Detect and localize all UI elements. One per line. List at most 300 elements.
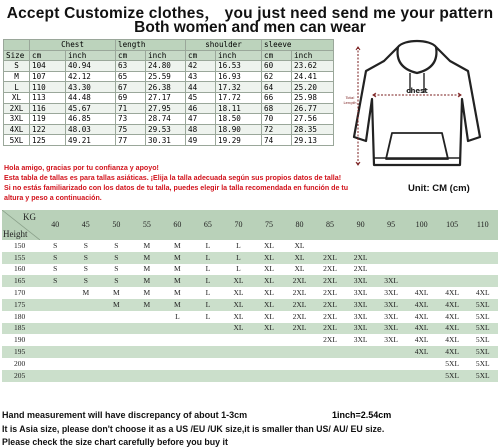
recommended-size-cell: XL: [254, 299, 285, 311]
size-measurement-table: [3, 39, 334, 146]
size-table-header-8: inch: [292, 50, 334, 61]
recommended-size-cell: [376, 252, 407, 264]
recommended-size-cell: [437, 275, 468, 287]
height-cell: 190: [2, 334, 40, 346]
recommended-size-cell: 4XL: [406, 287, 437, 299]
measure-cell: 46: [186, 103, 216, 114]
measure-cell: 75: [116, 124, 146, 135]
recommended-size-cell: 4XL: [467, 287, 498, 299]
size-table-header-4: inch: [146, 50, 186, 61]
recommended-size-cell: [345, 240, 376, 252]
recommended-size-cell: XL: [223, 311, 254, 323]
recommended-size-cell: [376, 240, 407, 252]
recommended-size-cell: 2XL: [284, 311, 315, 323]
recommended-size-cell: L: [193, 252, 224, 264]
recommended-size-cell: [467, 275, 498, 287]
recommended-size-cell: L: [193, 299, 224, 311]
recommended-size-cell: 4XL: [406, 311, 437, 323]
measure-cell: 69: [116, 92, 146, 103]
recommended-size-cell: [376, 264, 407, 276]
headline-line-2: Both women and men can wear: [134, 19, 366, 36]
recommended-size-cell: [132, 370, 163, 382]
weight-header-cell: 85: [315, 210, 346, 240]
recommended-size-cell: [223, 346, 254, 358]
recommended-size-cell: S: [71, 240, 102, 252]
measure-cell: 46.85: [66, 114, 116, 125]
recommended-size-cell: [40, 346, 71, 358]
measure-cell: 64: [262, 82, 292, 93]
height-cell: 200: [2, 358, 40, 370]
recommended-size-cell: M: [132, 264, 163, 276]
measure-cell: 28.35: [292, 124, 334, 135]
recommended-size-cell: [193, 358, 224, 370]
recommended-size-cell: L: [193, 240, 224, 252]
recommended-size-cell: [162, 370, 193, 382]
weight-header-cell: 60: [162, 210, 193, 240]
recommended-size-cell: 4XL: [437, 334, 468, 346]
recommended-size-cell: 5XL: [467, 334, 498, 346]
recommended-size-cell: 2XL: [315, 252, 346, 264]
recommended-size-cell: [406, 240, 437, 252]
table-row: [4, 82, 334, 93]
recommended-size-cell: S: [101, 252, 132, 264]
recommended-size-cell: [437, 240, 468, 252]
recommended-size-cell: [71, 346, 102, 358]
recommended-size-cell: M: [132, 252, 163, 264]
measure-cell: 65: [116, 71, 146, 82]
recommended-size-cell: 4XL: [437, 346, 468, 358]
recommended-size-cell: [162, 358, 193, 370]
table-row: [4, 103, 334, 114]
measure-cell: 43.30: [66, 82, 116, 93]
recommended-size-cell: S: [101, 240, 132, 252]
measure-cell: 25.20: [292, 82, 334, 93]
recommended-size-cell: [254, 358, 285, 370]
recommended-size-cell: M: [132, 240, 163, 252]
recommended-size-cell: M: [162, 287, 193, 299]
height-cell: 160: [2, 264, 40, 276]
recommended-size-cell: S: [71, 252, 102, 264]
size-table-header-7: cm: [262, 50, 292, 61]
recommended-size-cell: 2XL: [315, 311, 346, 323]
height-label: Height: [3, 229, 28, 239]
recommended-size-cell: [132, 311, 163, 323]
recommended-size-cell: 5XL: [437, 370, 468, 382]
recommended-size-cell: [71, 299, 102, 311]
recommended-size-cell: L: [193, 287, 224, 299]
measure-cell: 18.50: [216, 114, 262, 125]
weight-header-cell: 90: [345, 210, 376, 240]
measure-cell: 25.59: [146, 71, 186, 82]
recommended-size-cell: 4XL: [406, 346, 437, 358]
recommended-size-cell: [406, 370, 437, 382]
recommended-size-cell: [437, 264, 468, 276]
measure-cell: 107: [30, 71, 66, 82]
measure-cell: 116: [30, 103, 66, 114]
recommended-size-cell: 5XL: [437, 358, 468, 370]
recommended-size-cell: [376, 358, 407, 370]
measure-cell: 62: [262, 71, 292, 82]
recommended-size-cell: 2XL: [315, 299, 346, 311]
measure-cell: 18.11: [216, 103, 262, 114]
weight-header-cell: 110: [467, 210, 498, 240]
recommended-size-cell: [223, 358, 254, 370]
recommended-size-cell: L: [223, 240, 254, 252]
size-cell: M: [4, 71, 30, 82]
recommended-size-cell: L: [162, 311, 193, 323]
table-row: [2, 358, 498, 370]
measure-cell: 42.12: [66, 71, 116, 82]
group-sleeve: sleeve: [262, 40, 334, 51]
measure-cell: 26.77: [292, 103, 334, 114]
recommended-size-cell: [132, 323, 163, 335]
weight-header-cell: 100: [406, 210, 437, 240]
recommended-size-cell: 4XL: [406, 299, 437, 311]
weight-header-cell: 75: [254, 210, 285, 240]
recommended-size-cell: [101, 334, 132, 346]
recommended-size-cell: [40, 358, 71, 370]
size-cell: XL: [4, 92, 30, 103]
recommended-size-cell: XL: [223, 275, 254, 287]
recommended-size-cell: 3XL: [376, 323, 407, 335]
height-cell: 150: [2, 240, 40, 252]
measure-cell: 27.56: [292, 114, 334, 125]
recommended-size-cell: S: [101, 275, 132, 287]
recommended-size-cell: 2XL: [315, 264, 346, 276]
size-cell: L: [4, 82, 30, 93]
measure-cell: 19.29: [216, 135, 262, 146]
measure-cell: 43: [186, 71, 216, 82]
height-cell: 180: [2, 311, 40, 323]
recommended-size-cell: 5XL: [467, 370, 498, 382]
recommended-size-cell: [315, 240, 346, 252]
table-row: [2, 252, 498, 264]
recommended-size-cell: XL: [284, 240, 315, 252]
measure-cell: 26.38: [146, 82, 186, 93]
recommended-size-cell: 4XL: [406, 334, 437, 346]
size-cell: S: [4, 61, 30, 72]
measure-cell: 110: [30, 82, 66, 93]
table-row: [2, 334, 498, 346]
measure-cell: 72: [262, 124, 292, 135]
recommended-size-cell: [254, 334, 285, 346]
footer-asia-size-note: It is Asia size, please don't choose it as a US /EU /UK size,it is smaller than US/ AU/ EU size.: [2, 424, 385, 434]
measure-cell: 119: [30, 114, 66, 125]
size-cell: 5XL: [4, 135, 30, 146]
recommended-size-cell: 4XL: [437, 311, 468, 323]
measure-cell: 67: [116, 82, 146, 93]
measure-cell: 73: [116, 114, 146, 125]
recommended-size-cell: M: [132, 287, 163, 299]
table-row: [4, 92, 334, 103]
total-length-label-2: Length: [343, 100, 357, 105]
recommended-size-cell: 4XL: [437, 287, 468, 299]
measure-cell: 44: [186, 82, 216, 93]
table-row: [4, 135, 334, 146]
recommended-size-cell: XL: [254, 287, 285, 299]
recommended-size-cell: L: [223, 252, 254, 264]
recommended-size-cell: 2XL: [284, 275, 315, 287]
recommended-size-cell: 2XL: [315, 275, 346, 287]
height-cell: 205: [2, 370, 40, 382]
recommended-size-cell: M: [162, 299, 193, 311]
recommended-size-cell: [101, 370, 132, 382]
measure-cell: 42: [186, 61, 216, 72]
recommended-size-cell: [345, 358, 376, 370]
recommended-size-cell: [406, 275, 437, 287]
height-cell: 170: [2, 287, 40, 299]
measure-cell: 29.13: [292, 135, 334, 146]
table-row: [2, 346, 498, 358]
note-line-3: Si no estás familiarizado con los datos de tu talla, puedes elegir la talla recomendada en función de tu: [4, 184, 349, 192]
recommended-size-cell: 3XL: [376, 287, 407, 299]
recommended-size-cell: 5XL: [467, 323, 498, 335]
measure-cell: 16.93: [216, 71, 262, 82]
recommended-size-cell: XL: [254, 240, 285, 252]
measure-cell: 49.21: [66, 135, 116, 146]
measure-cell: 23.62: [292, 61, 334, 72]
recommended-size-cell: [467, 240, 498, 252]
recommended-size-cell: [284, 370, 315, 382]
total-length-label-1: Total: [345, 95, 355, 100]
table-row: [2, 287, 498, 299]
recommended-size-cell: M: [101, 299, 132, 311]
size-table-header-row: [4, 50, 334, 61]
recommended-size-cell: L: [193, 275, 224, 287]
recommended-size-cell: [40, 311, 71, 323]
recommended-size-cell: 4XL: [437, 299, 468, 311]
weight-header-cell: 105: [437, 210, 468, 240]
recommended-size-cell: [345, 346, 376, 358]
unit-label: Unit: CM (cm): [408, 183, 470, 194]
recommended-size-cell: S: [40, 275, 71, 287]
recommended-size-cell: M: [71, 287, 102, 299]
recommended-size-cell: M: [162, 252, 193, 264]
kg-height-corner: [2, 210, 40, 240]
recommended-size-cell: L: [193, 311, 224, 323]
recommended-size-cell: [406, 358, 437, 370]
measure-cell: 27.17: [146, 92, 186, 103]
recommended-size-cell: [132, 358, 163, 370]
recommended-size-cell: 4XL: [437, 323, 468, 335]
table-row: [4, 61, 334, 72]
recommended-size-cell: [132, 334, 163, 346]
group-spacer: [4, 40, 30, 51]
measure-cell: 24.80: [146, 61, 186, 72]
table-row: [2, 275, 498, 287]
measure-cell: 49: [186, 135, 216, 146]
weight-header-cell: 80: [284, 210, 315, 240]
group-length: length: [116, 40, 186, 51]
size-table-group-row: [4, 40, 334, 51]
footer-discrepancy-note: Hand measurement will have discrepancy of about 1-3cm: [2, 410, 248, 420]
measure-cell: 71: [116, 103, 146, 114]
recommended-size-cell: S: [40, 252, 71, 264]
recommended-size-cell: [71, 370, 102, 382]
measure-cell: 70: [262, 114, 292, 125]
recommended-size-cell: 5XL: [467, 299, 498, 311]
recommended-size-cell: 3XL: [345, 299, 376, 311]
recommended-size-cell: [40, 334, 71, 346]
recommended-size-cell: 3XL: [376, 275, 407, 287]
size-cell: 4XL: [4, 124, 30, 135]
recommended-size-cell: 2XL: [315, 287, 346, 299]
recommended-size-cell: 2XL: [315, 334, 346, 346]
recommended-size-cell: S: [71, 275, 102, 287]
recommended-size-cell: [376, 370, 407, 382]
hoodie-outline-icon: [354, 41, 480, 165]
recommended-size-cell: M: [162, 264, 193, 276]
recommended-size-cell: [162, 323, 193, 335]
size-table-header-5: cm: [186, 50, 216, 61]
recommended-size-cell: 3XL: [376, 334, 407, 346]
recommended-size-cell: [437, 252, 468, 264]
measure-cell: 45.67: [66, 103, 116, 114]
recommended-size-cell: [193, 370, 224, 382]
recommended-size-cell: [284, 334, 315, 346]
recommended-size-cell: [101, 311, 132, 323]
height-cell: 155: [2, 252, 40, 264]
recommended-size-cell: S: [101, 264, 132, 276]
measure-cell: 16.53: [216, 61, 262, 72]
recommended-size-cell: XL: [284, 252, 315, 264]
measure-cell: 27.95: [146, 103, 186, 114]
footer-check-chart-note: Please check the size chart carefully before you buy it: [2, 437, 228, 447]
recommended-size-cell: [315, 358, 346, 370]
recommended-size-cell: 2XL: [284, 299, 315, 311]
measure-cell: 47: [186, 114, 216, 125]
recommended-size-cell: 2XL: [315, 323, 346, 335]
recommended-size-cell: M: [101, 287, 132, 299]
weight-header-cell: 55: [132, 210, 163, 240]
measure-cell: 48: [186, 124, 216, 135]
recommended-size-cell: L: [193, 264, 224, 276]
size-table-header-1: cm: [30, 50, 66, 61]
weight-header-cell: 50: [101, 210, 132, 240]
measure-cell: 122: [30, 124, 66, 135]
recommended-size-cell: XL: [254, 252, 285, 264]
recommended-size-cell: [40, 370, 71, 382]
measure-cell: 24.41: [292, 71, 334, 82]
note-line-2: Esta tabla de tallas es para tallas asiáticas. ¡Elija la talla adecuada según sus propios datos de talla!: [4, 174, 342, 182]
recommended-size-cell: [376, 346, 407, 358]
height-cell: 175: [2, 299, 40, 311]
measure-cell: 125: [30, 135, 66, 146]
measure-cell: 68: [262, 103, 292, 114]
recommended-size-cell: M: [162, 240, 193, 252]
recommended-size-cell: [223, 370, 254, 382]
recommended-size-cell: 3XL: [345, 287, 376, 299]
size-table-header-3: cm: [116, 50, 146, 61]
recommended-size-cell: XL: [254, 323, 285, 335]
height-weight-size-table: [2, 210, 498, 382]
height-cell: 185: [2, 323, 40, 335]
measure-cell: 113: [30, 92, 66, 103]
recommended-size-cell: [254, 346, 285, 358]
measure-cell: 40.94: [66, 61, 116, 72]
recommended-size-cell: [345, 370, 376, 382]
recommended-size-cell: [467, 264, 498, 276]
note-line-1: Hola amigo, gracias por tu confianza y apoyo!: [4, 164, 159, 172]
recommended-size-cell: [223, 334, 254, 346]
measure-cell: 63: [116, 61, 146, 72]
group-shoulder: shoulder: [186, 40, 262, 51]
table-row: [2, 264, 498, 276]
weight-header-cell: 70: [223, 210, 254, 240]
measure-cell: 18.90: [216, 124, 262, 135]
weight-header-cell: 95: [376, 210, 407, 240]
recommended-size-cell: 2XL: [345, 252, 376, 264]
note-line-4: altura y peso a continuación.: [4, 194, 102, 202]
recommended-size-cell: [101, 323, 132, 335]
recommended-size-cell: M: [132, 299, 163, 311]
measure-cell: 60: [262, 61, 292, 72]
measure-cell: 74: [262, 135, 292, 146]
recommended-size-cell: [101, 358, 132, 370]
recommended-size-cell: L: [223, 264, 254, 276]
recommended-size-cell: XL: [223, 299, 254, 311]
measure-cell: 17.32: [216, 82, 262, 93]
recommended-size-cell: 3XL: [345, 334, 376, 346]
table-row: [2, 299, 498, 311]
recommended-size-cell: 2XL: [345, 264, 376, 276]
measure-cell: 29.53: [146, 124, 186, 135]
measure-cell: 48.03: [66, 124, 116, 135]
recommended-size-cell: 3XL: [345, 311, 376, 323]
recommended-size-cell: [406, 264, 437, 276]
recommended-size-cell: [71, 311, 102, 323]
height-cell: 165: [2, 275, 40, 287]
recommended-size-cell: S: [40, 264, 71, 276]
recommended-size-cell: [193, 346, 224, 358]
recommended-size-cell: [193, 323, 224, 335]
recommended-size-cell: S: [71, 264, 102, 276]
recommended-size-cell: [71, 323, 102, 335]
recommended-size-cell: 2XL: [284, 287, 315, 299]
weight-header-cell: 40: [40, 210, 71, 240]
recommended-size-cell: XL: [284, 264, 315, 276]
measure-cell: 77: [116, 135, 146, 146]
size-cell: 2XL: [4, 103, 30, 114]
recommended-size-cell: M: [162, 275, 193, 287]
table-row: [4, 71, 334, 82]
recommended-size-cell: [315, 370, 346, 382]
headline-line-1: Accept Customize clothes， you just need send me your pattern: [6, 5, 494, 22]
chest-label: chest: [406, 87, 428, 95]
measure-cell: 17.72: [216, 92, 262, 103]
kg-label: KG: [23, 212, 36, 222]
recommended-size-cell: S: [40, 240, 71, 252]
recommended-size-cell: 3XL: [345, 323, 376, 335]
size-table-header-2: inch: [66, 50, 116, 61]
recommended-size-cell: [467, 252, 498, 264]
weight-header-cell: 65: [193, 210, 224, 240]
recommended-size-cell: [40, 323, 71, 335]
recommended-size-cell: 4XL: [406, 323, 437, 335]
recommended-size-cell: [193, 334, 224, 346]
recommended-size-cell: 5XL: [467, 358, 498, 370]
recommended-size-cell: [315, 346, 346, 358]
measure-cell: 30.31: [146, 135, 186, 146]
measure-cell: 66: [262, 92, 292, 103]
recommended-size-cell: 5XL: [467, 311, 498, 323]
recommended-size-cell: [71, 358, 102, 370]
size-cell: 3XL: [4, 114, 30, 125]
table-row: [2, 370, 498, 382]
measure-cell: 25.98: [292, 92, 334, 103]
recommended-size-cell: [40, 287, 71, 299]
recommended-size-cell: [71, 334, 102, 346]
